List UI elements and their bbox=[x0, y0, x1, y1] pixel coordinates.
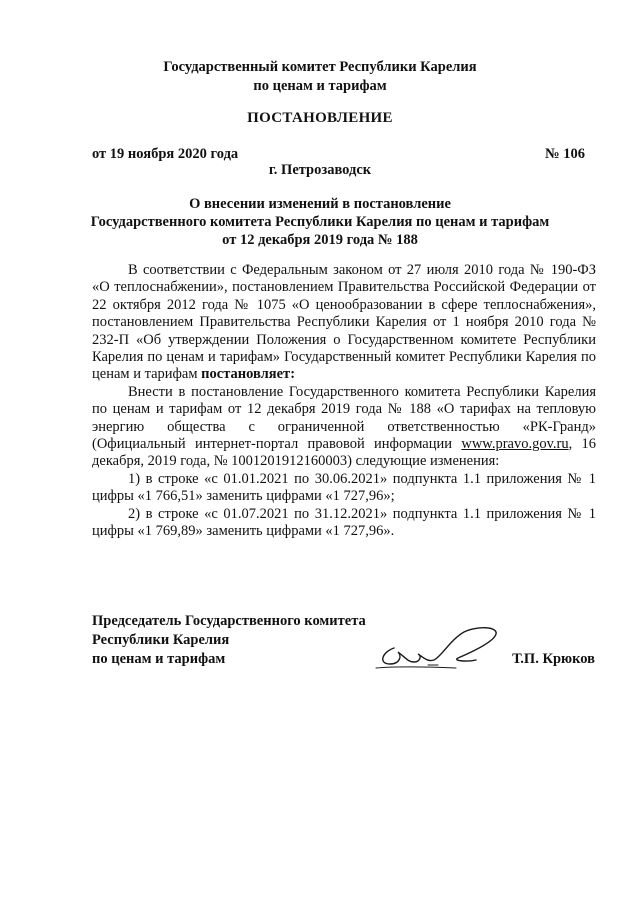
subject-line-1: О внесении изменений в постановление bbox=[189, 196, 451, 212]
signatory-title-2: Республики Карелия bbox=[92, 632, 230, 648]
handwritten-signature bbox=[372, 618, 512, 674]
subject-line-2: Государственного комитета Республики Карелия по ценам и тарифам bbox=[90, 214, 550, 230]
pravo-link[interactable]: www.pravo.gov.ru bbox=[461, 436, 569, 453]
document-type: ПОСТАНОВЛЕНИЕ bbox=[247, 110, 393, 126]
paragraph-amend bbox=[92, 384, 596, 471]
signatory-title-3: по ценам и тарифам bbox=[92, 651, 226, 667]
resolve-colon: : bbox=[290, 366, 296, 383]
document-number: № 106 bbox=[545, 146, 585, 162]
authority-line-1: Государственный комитет Республики Карелия bbox=[163, 59, 477, 75]
signatory-title-1: Председатель Государственного комитета bbox=[92, 613, 366, 629]
document-body bbox=[92, 262, 596, 541]
signature-block bbox=[92, 612, 366, 669]
preamble-text: В соответствии с Федеральным законом от 27 июля 2010 года № 190-ФЗ «О теплоснабжении», постановлением Правительства Российской Федерации от 22 октября 2012 года № 1075 «О ценообразовании в сфере теплоснабжения», постановлением Правительства Республики Карелия от 1 ноября 2010 года № 232-П «Об утверждении Положения о Государственном комитете Республики Карелия по ценам и тарифам» Государственный комитет Республики Карелия по ценам и тарифам bbox=[92, 262, 596, 383]
paragraph-item-2: 2) в строке «с 01.07.2021 по 31.12.2021» подпункта 1.1 приложения № 1 цифры «1 769,89» заменить цифрами «1 727,96». bbox=[92, 505, 596, 540]
issuing-authority bbox=[0, 58, 640, 96]
paragraph-preamble bbox=[92, 262, 596, 384]
document-date: от 19 ноября 2020 года bbox=[92, 146, 239, 162]
resolve-word: постановляет bbox=[201, 366, 291, 383]
document-city: г. Петрозаводск bbox=[268, 162, 372, 178]
document-subject bbox=[0, 195, 640, 249]
paragraph-item-1: 1) в строке «с 01.01.2021 по 30.06.2021» подпункта 1.1 приложения № 1 цифры «1 766,51» заменить цифрами «1 727,96»; bbox=[92, 470, 596, 505]
amend-text: Внести в постановление Государственного комитета Республики Карелия по ценам и тарифам от 12 декабря 2019 года № 188 «О тарифах на тепловую энергию общества с ограниченной ответственностью «РК-Гранд» (Официальный интернет-портал правовой информации bbox=[92, 383, 596, 453]
authority-line-2: по ценам и тарифам bbox=[253, 78, 387, 94]
subject-line-3: от 12 декабря 2019 года № 188 bbox=[222, 232, 418, 248]
signer-name: Т.П. Крюков bbox=[512, 651, 595, 667]
amend-text-end: , 16 декабря, 2019 года, № 1001201912160003) следующие изменения: bbox=[92, 436, 597, 470]
